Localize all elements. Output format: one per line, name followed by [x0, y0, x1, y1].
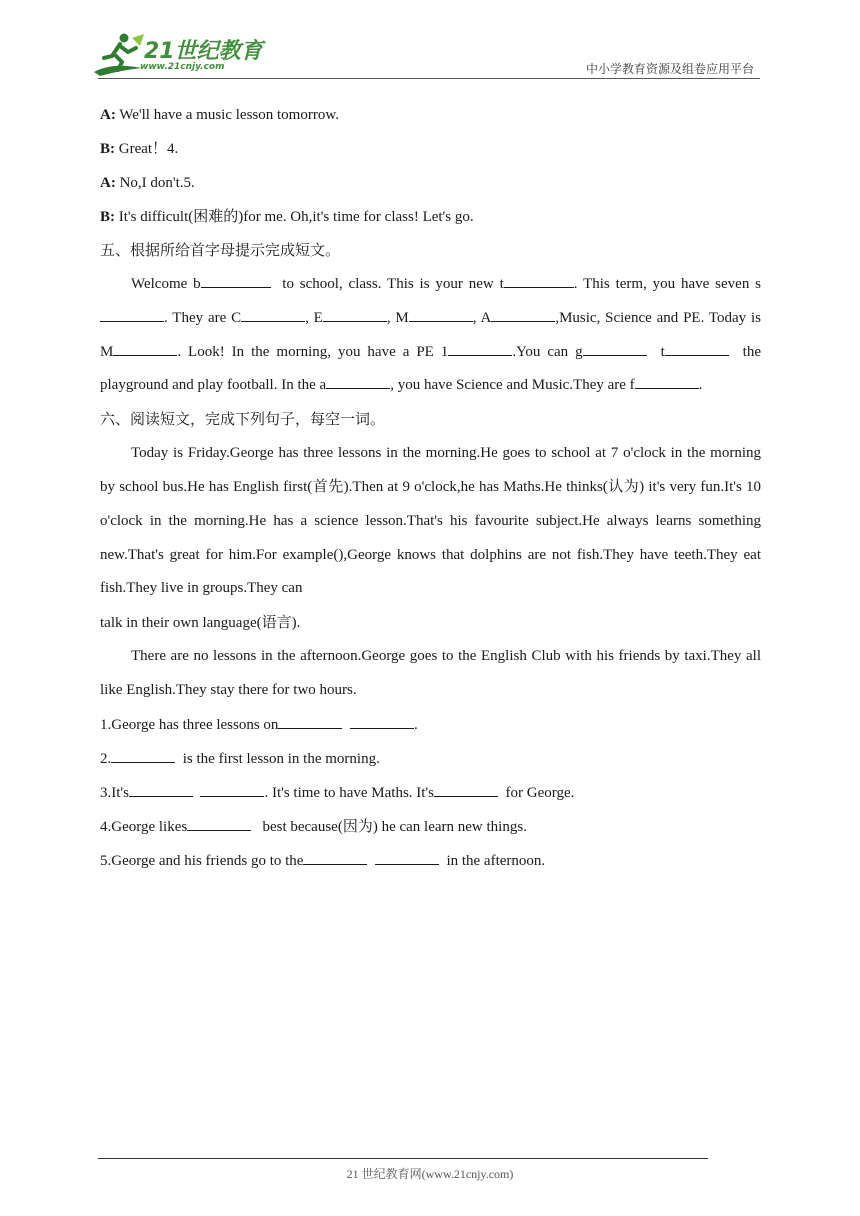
page-footer: 21 世纪教育网(www.21cnjy.com) — [346, 1167, 514, 1181]
header-divider — [98, 78, 760, 79]
dialog-text: No,I don't.5. — [115, 175, 195, 191]
dialog-text: It's difficult(困难的)for me. Oh,it's time for class! Let's go. — [115, 209, 474, 225]
page-header — [0, 0, 860, 80]
dialog-line — [100, 166, 761, 200]
section-6-title: 六、阅读短文，完成下列句子，每空一词。 — [100, 412, 386, 429]
speaker: B: — [100, 141, 115, 157]
question-1: 1.George has three lessons on . — [100, 708, 761, 742]
platform-name: 中小学教育资源及组卷应用平台 — [585, 62, 754, 76]
footer-divider — [98, 1158, 708, 1159]
dialog-line — [100, 200, 761, 234]
answer-blank[interactable] — [323, 307, 387, 322]
section-5-title: 五、根据所给首字母提示完成短文。 — [100, 243, 341, 259]
speaker: A: — [100, 175, 116, 191]
answer-blank[interactable] — [665, 341, 729, 356]
answer-blank[interactable] — [200, 782, 264, 797]
answer-blank[interactable] — [350, 714, 414, 729]
question-2: 2. is the first lesson in the morning. — [100, 742, 761, 776]
answer-blank[interactable] — [129, 782, 193, 797]
document-body — [100, 98, 761, 878]
logo-text: 21世纪教育 — [144, 39, 263, 64]
answer-blank[interactable] — [409, 307, 473, 322]
answer-blank[interactable] — [583, 341, 647, 356]
dialog-line — [100, 132, 761, 166]
cloze-passage: Welcome b to school, class. This is your new t . This term, you have seven s. They are C , E , M , A ,Music, Science and PE. Today is M . Look! In the morning, you have a PE 1 .You can g t the playground and play football. In the a , you have Science and Music.They are f . — [100, 268, 761, 403]
answer-blank[interactable] — [201, 273, 271, 288]
speaker: A: — [100, 107, 116, 123]
answer-blank[interactable] — [434, 782, 498, 797]
answer-blank[interactable] — [187, 816, 251, 831]
answer-blank[interactable] — [303, 850, 367, 865]
answer-blank[interactable] — [448, 341, 512, 356]
answer-blank[interactable] — [504, 273, 574, 288]
answer-blank[interactable] — [278, 714, 342, 729]
question-5: 5.George and his friends go to the in the afternoon. — [100, 844, 761, 878]
question-3: 3.It's . It's time to have Maths. It's for George. — [100, 776, 761, 810]
answer-blank[interactable] — [635, 374, 699, 389]
answer-blank[interactable] — [375, 850, 439, 865]
dialog-text: Great！4. — [115, 141, 179, 157]
answer-blank[interactable] — [241, 307, 305, 322]
dialog-line — [100, 98, 761, 132]
answer-blank[interactable] — [326, 374, 390, 389]
dialog-text: We'll have a music lesson tomorrow. — [115, 107, 339, 123]
reading-paragraph-tail: talk in their own language(语言). — [100, 615, 301, 632]
logo-url: www.21cnjy.com — [140, 62, 225, 72]
answer-blank[interactable] — [113, 341, 177, 356]
reading-paragraph: There are no lessons in the afternoon.George goes to the English Club with his friends by taxi.They all like English.They stay there for two hours. — [100, 648, 761, 698]
answer-blank[interactable] — [111, 748, 175, 763]
answer-blank[interactable] — [100, 307, 164, 322]
speaker: B: — [100, 209, 115, 225]
logo — [92, 32, 262, 78]
question-4: 4.George likes best because(因为) he can learn new things. — [100, 810, 761, 844]
answer-blank[interactable] — [491, 307, 555, 322]
reading-paragraph: Today is Friday.George has three lessons in the morning.He goes to school at 7 o'clock in the morning by school bus.He has English first(首先).Then at 9 o'clock,he has Maths.He thinks(认为) it's very fun.It's 10 o'clock in the morning.He has a science lesson.That's his favourite subject.He always learns something new.That's great for him.For example(),George knows that dolphins are not fish.They have teeth.They eat fish.They live in groups.They can — [100, 445, 761, 597]
